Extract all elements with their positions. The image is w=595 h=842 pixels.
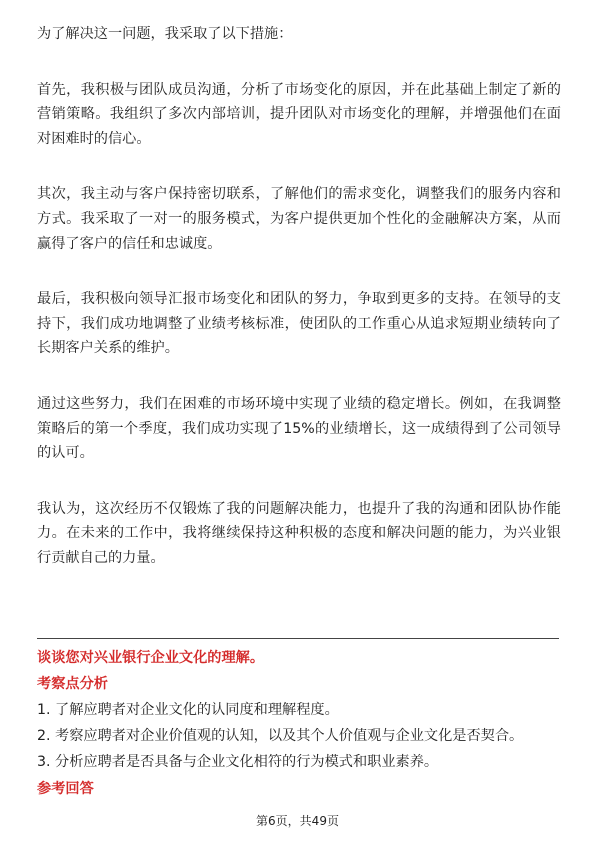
paragraph-reflection: 我认为，这次经历不仅锻炼了我的问题解决能力，也提升了我的沟通和团队协作能力。在未来的工作中，我将继续保持这种积极的态度和解决问题的能力，为兴业银行贡献自己的力量。: [37, 500, 561, 566]
page-number: 第6页，共49页: [256, 814, 339, 828]
answer-body: [37, 22, 561, 571]
intro-paragraph: 为了解决这一问题，我采取了以下措施：: [37, 26, 293, 42]
question-heading: 谈谈您对兴业银行企业文化的理解。: [37, 650, 265, 666]
paragraph-final-measure: 最后，我积极向领导汇报市场变化和团队的努力，争取到更多的支持。在领导的支持下，我们成功地调整了业绩考核标准，使团队的工作重心从追求短期业绩转向了长期客户关系的维护。: [37, 291, 561, 357]
question-section: [37, 648, 561, 799]
analysis-point: 1. 了解应聘者对企业文化的认同度和理解程度。: [37, 702, 339, 718]
paragraph-second-measure: 其次，我主动与客户保持密切联系，了解他们的需求变化，调整我们的服务内容和方式。我采取了一对一的服务模式，为客户提供更加个性化的金融解决方案，从而赢得了客户的信任和忠诚度。: [37, 186, 561, 252]
analysis-point: 2. 考察应聘者对企业价值观的认知，以及其个人价值观与企业文化是否契合。: [37, 728, 524, 744]
section-divider: [37, 638, 559, 639]
reference-answer-heading: 参考回答: [37, 781, 94, 797]
paragraph-first-measure: 首先，我积极与团队成员沟通，分析了市场变化的原因，并在此基础上制定了新的营销策略。我组织了多次内部培训，提升团队对市场变化的理解，并增强他们在面对困难时的信心。: [37, 81, 561, 147]
analysis-point: 3. 分析应聘者是否具备与企业文化相符的行为模式和职业素养。: [37, 754, 439, 770]
paragraph-result: 通过这些努力，我们在困难的市场环境中实现了业绩的稳定增长。例如，在我调整策略后的第一个季度，我们成功实现了15%的业绩增长，这一成绩得到了公司领导的认可。: [37, 395, 561, 462]
analysis-heading: 考察点分析: [37, 676, 108, 692]
